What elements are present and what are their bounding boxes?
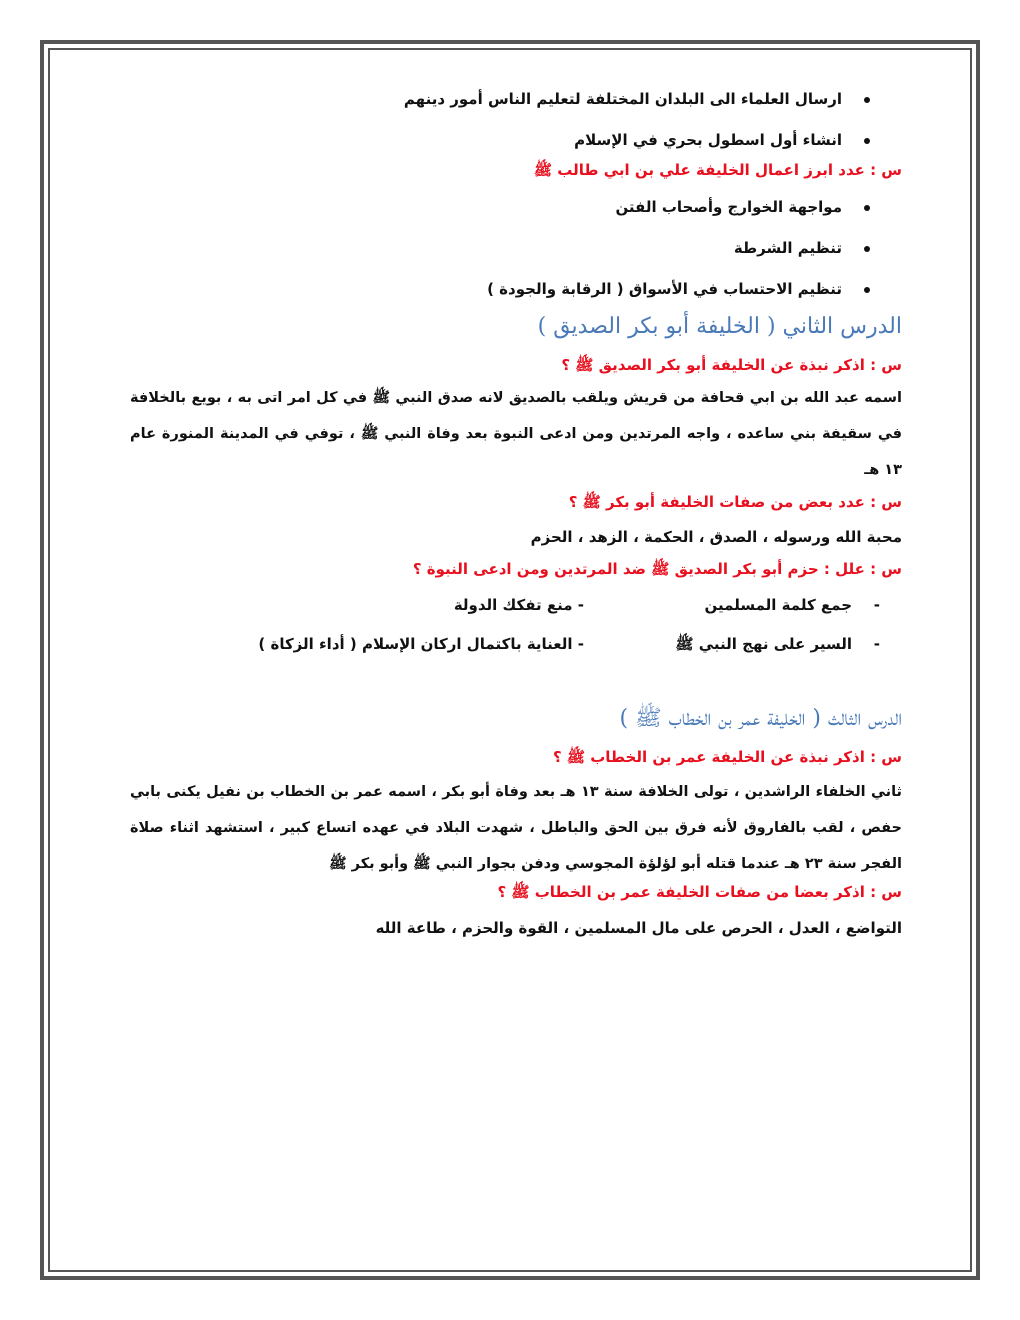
reasons-row <box>130 634 902 655</box>
question-umar-traits: س : اذكر بعضا من صفات الخليفة عمر بن الخطاب ﷺ ؟ <box>497 883 902 901</box>
question-abubakr-traits: س : عدد بعض من صفات الخليفة أبو بكر ﷺ ؟ <box>568 493 902 511</box>
document-body <box>130 80 902 939</box>
abubakr-traits-answer: محبة الله ورسوله ، الصدق ، الحكمة ، الزهد ، الحزم <box>530 528 902 546</box>
reason-item: - العناية باكتمال اركان الإسلام ( أداء الزكاة ) <box>258 635 584 653</box>
lesson-3-heading: الدرس الثالث ( الخليفة عمر بن الخطاب ﷺ ) <box>619 706 902 731</box>
reason-item: - منع تفكك الدولة <box>453 596 584 614</box>
reason-item: - جمع كلمة المسلمين <box>705 595 852 616</box>
list-item: تنظيم الشرطة <box>130 238 902 259</box>
abubakr-bio-paragraph: اسمه عبد الله بن ابي قحافة من قريش ويلقب بالصديق لانه صدق النبي ﷺ في كل امر اتى به ، بويع بالخلافة في سقيفة بني ساعده ، واجه المرتدين ومن ادعى النبوة بعد وفاة النبي ﷺ ، توفي في المدينة المنورة عام ١٣ هـ <box>130 390 902 478</box>
question-ali-achievements: س : عدد ابرز اعمال الخليفة علي بن ابي طالب ﷺ <box>533 161 902 179</box>
question-abubakr-firmness: س : علل : حزم أبو بكر الصديق ﷺ ضد المرتدين ومن ادعى النبوة ؟ <box>412 560 902 578</box>
list-item: تنظيم الاحتساب في الأسواق ( الرقابة والجودة ) <box>130 279 902 300</box>
list-item: ارسال العلماء الى البلدان المختلفة لتعليم الناس أمور دينهم <box>130 89 902 110</box>
reasons-row <box>130 595 902 616</box>
list-item: مواجهة الخوارج وأصحاب الفتن <box>130 197 902 218</box>
lesson-2-heading: الدرس الثاني ( الخليفة أبو بكر الصديق ) <box>537 314 902 339</box>
question-abubakr-bio: س : اذكر نبذة عن الخليفة أبو بكر الصديق ﷺ ؟ <box>561 356 902 374</box>
umar-bio-paragraph: ثاني الخلفاء الراشدين ، تولى الخلافة سنة ١٣ هـ بعد وفاة أبو بكر ، اسمه عمر بن الخطاب بن نفيل يكنى بابي حفص ، لقب بالفاروق لأنه فرق بين الحق والباطل ، شهدت البلاد في عهده اتساع كبير ، استشهد اثناء صلاة الفجر سنة ٢٣ هـ عندما قتله أبو لؤلؤة المجوسي ودفن بجوار النبي ﷺ وأبو بكر ﷺ <box>130 784 902 872</box>
question-umar-bio: س : اذكر نبذة عن الخليفة عمر بن الخطاب ﷺ ؟ <box>552 748 902 766</box>
reason-item: - السير على نهج النبي ﷺ <box>675 634 852 655</box>
umar-traits-answer: التواضع ، العدل ، الحرص على مال المسلمين ، القوة والحزم ، طاعة الله <box>375 919 902 937</box>
ali-achievements-list <box>130 197 902 300</box>
uthman-achievements-list <box>130 89 902 151</box>
list-item: انشاء أول اسطول بحري في الإسلام <box>130 130 902 151</box>
